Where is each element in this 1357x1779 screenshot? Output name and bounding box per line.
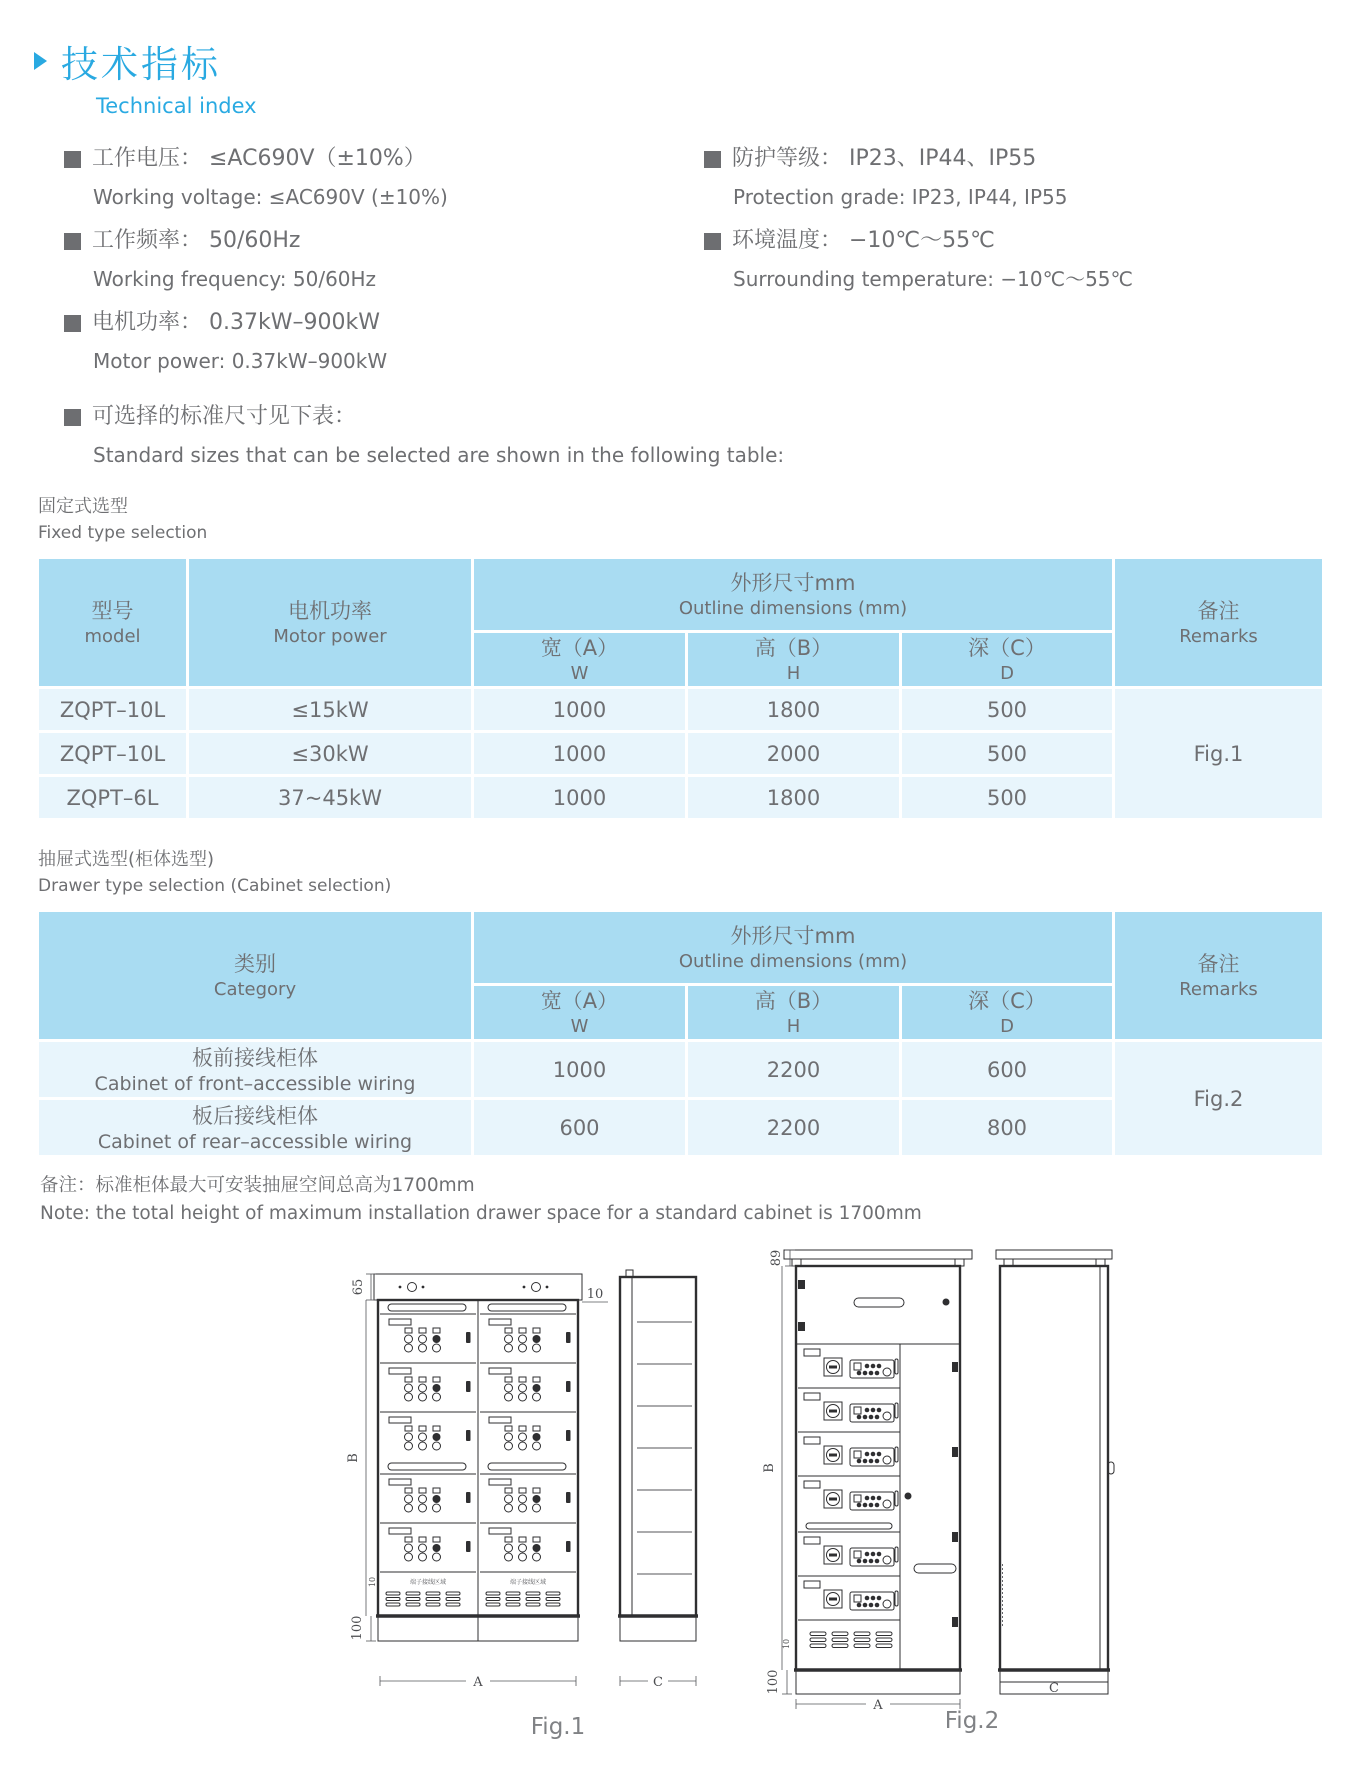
spec-en-text: Protection grade: IP23, IP44, IP55	[733, 185, 1068, 209]
spec-item-standard-sizes	[64, 400, 1357, 468]
dimension-label: 10	[782, 1638, 791, 1650]
col-header-height: 高（B） H	[687, 985, 901, 1041]
spec-item-temperature	[704, 224, 1357, 292]
cell-power: ≤15kW	[188, 688, 473, 732]
cell-category: 板后接线柜体 Cabinet of rear–accessible wiring	[38, 1099, 473, 1157]
table-footnote	[40, 1172, 1357, 1228]
dimension-label: 10	[586, 1287, 604, 1302]
cell-model: ZQPT–10L	[38, 732, 188, 776]
spec-item-frequency	[64, 224, 704, 292]
spec-en-text: Standard sizes that can be selected are shown in the following table:	[93, 443, 785, 467]
cell-height: 2000	[687, 732, 901, 776]
square-bullet-icon	[64, 315, 81, 332]
fixed-table-label-zh: 固定式选型	[38, 496, 128, 517]
cell-width: 1000	[473, 1041, 687, 1099]
square-bullet-icon	[64, 409, 81, 426]
dimension-label: 100	[766, 1669, 781, 1695]
dimension-label: B	[762, 1463, 777, 1473]
col-header-remarks: 备注 Remarks	[1114, 558, 1324, 688]
cell-depth: 500	[901, 688, 1114, 732]
spec-en-text: Surrounding temperature: −10℃～55℃	[733, 267, 1133, 291]
col-header-height: 高（B） H	[687, 632, 901, 688]
footnote-zh: 备注：标准柜体最大可安装抽屉空间总高为1700mm	[40, 1175, 475, 1196]
cell-remark: Fig.2	[1114, 1041, 1324, 1157]
cell-model: ZQPT–6L	[38, 776, 188, 820]
cell-height: 1800	[687, 688, 901, 732]
spec-list	[64, 142, 1357, 388]
dimension-label: A	[873, 1698, 883, 1713]
square-bullet-icon	[64, 233, 81, 250]
dimension-label: A	[473, 1675, 483, 1690]
dimension-label: 89	[769, 1249, 784, 1267]
cell-height: 2200	[687, 1099, 901, 1157]
spec-item-motor-power	[64, 306, 704, 374]
col-header-model: 型号 model	[38, 558, 188, 688]
dimension-label: C	[653, 1675, 663, 1690]
page-title: 技术指标	[61, 43, 221, 86]
cell-power: ≤30kW	[188, 732, 473, 776]
drawer-table-label-zh: 抽屉式选型(柜体选型)	[38, 849, 215, 870]
cell-height: 2200	[687, 1041, 901, 1099]
table-row	[38, 1041, 1324, 1099]
cell-depth: 600	[901, 1041, 1114, 1099]
cell-depth: 500	[901, 776, 1114, 820]
cell-depth: 800	[901, 1099, 1114, 1157]
triangle-bullet-icon	[34, 52, 47, 70]
dimension-label: B	[346, 1453, 361, 1463]
cell-remark: Fig.1	[1114, 688, 1324, 820]
spec-zh-text: 可选择的标准尺寸见下表：	[92, 404, 357, 429]
cell-depth: 500	[901, 732, 1114, 776]
spec-zh-text: 电机功率： 0.37kW–900kW	[92, 310, 380, 335]
fig1-dimensions	[346, 1274, 696, 1690]
spec-zh-text: 工作电压： ≤AC690V（±10%）	[92, 146, 426, 171]
cell-category: 板前接线柜体 Cabinet of front–accessible wiring	[38, 1041, 473, 1099]
dimension-label: 100	[350, 1615, 365, 1641]
col-header-category: 类别 Category	[38, 911, 473, 1041]
spec-item-protection	[704, 142, 1357, 210]
fig2-side-view	[996, 1250, 1114, 1696]
spec-item-voltage	[64, 142, 704, 210]
drawer-table-label-en: Drawer type selection (Cabinet selection)	[38, 876, 392, 896]
footnote-en: Note: the total height of maximum installation drawer space for a standard cabinet is 1700mm	[40, 1203, 922, 1224]
square-bullet-icon	[64, 151, 81, 168]
cell-width: 600	[473, 1099, 687, 1157]
fixed-table-label	[38, 494, 1357, 546]
spec-en-text: Working frequency: 50/60Hz	[93, 267, 377, 291]
spec-column-left	[64, 142, 704, 388]
spec-en-text: Motor power: 0.37kW–900kW	[93, 349, 388, 373]
fig1-front-view	[374, 1274, 582, 1641]
cell-width: 1000	[473, 732, 687, 776]
fig2-caption: Fig.2	[944, 1708, 1000, 1734]
fig1-panel-label: 端子接线区域	[409, 1579, 447, 1586]
spec-zh-text: 防护等级： IP23、IP44、IP55	[732, 146, 1037, 171]
fig2-front-view	[784, 1250, 972, 1694]
col-header-outline-dimensions: 外形尺寸mm Outline dimensions (mm)	[473, 558, 1114, 632]
spec-zh-text: 环境温度： −10℃～55℃	[732, 228, 995, 253]
col-header-depth: 深（C） D	[901, 632, 1114, 688]
col-header-remarks: 备注 Remarks	[1114, 911, 1324, 1041]
fixed-type-table	[36, 556, 1325, 821]
dimension-label: C	[1049, 1681, 1059, 1696]
fig1-caption: Fig.1	[530, 1714, 586, 1740]
col-header-depth: 深（C） D	[901, 985, 1114, 1041]
square-bullet-icon	[704, 233, 721, 250]
spec-zh-text: 工作频率： 50/60Hz	[92, 228, 301, 253]
page-header	[0, 0, 1357, 118]
figures-section	[0, 1234, 1357, 1779]
col-header-motor-power: 电机功率 Motor power	[188, 558, 473, 688]
square-bullet-icon	[704, 151, 721, 168]
fixed-table-label-en: Fixed type selection	[38, 523, 208, 543]
cell-height: 1800	[687, 776, 901, 820]
table-row	[38, 688, 1324, 732]
spec-column-right	[704, 142, 1357, 388]
dimension-label: 65	[351, 1278, 366, 1296]
spec-en-text: Working voltage: ≤AC690V (±10%)	[93, 185, 448, 209]
fig2-drawing	[718, 1234, 1118, 1734]
cell-model: ZQPT–10L	[38, 688, 188, 732]
fig1-panel-label: 端子接线区域	[509, 1579, 547, 1586]
cell-width: 1000	[473, 688, 687, 732]
col-header-width: 宽（A） W	[473, 632, 687, 688]
dimension-label: 10	[368, 1576, 377, 1588]
page-subtitle: Technical index	[96, 94, 257, 118]
cell-power: 37~45kW	[188, 776, 473, 820]
col-header-outline-dimensions: 外形尺寸mm Outline dimensions (mm)	[473, 911, 1114, 985]
cell-width: 1000	[473, 776, 687, 820]
fig1-drawing	[330, 1252, 720, 1747]
drawer-table-label	[38, 847, 1357, 899]
fig1-side-view	[618, 1270, 698, 1641]
col-header-width: 宽（A） W	[473, 985, 687, 1041]
drawer-type-table	[36, 909, 1325, 1158]
